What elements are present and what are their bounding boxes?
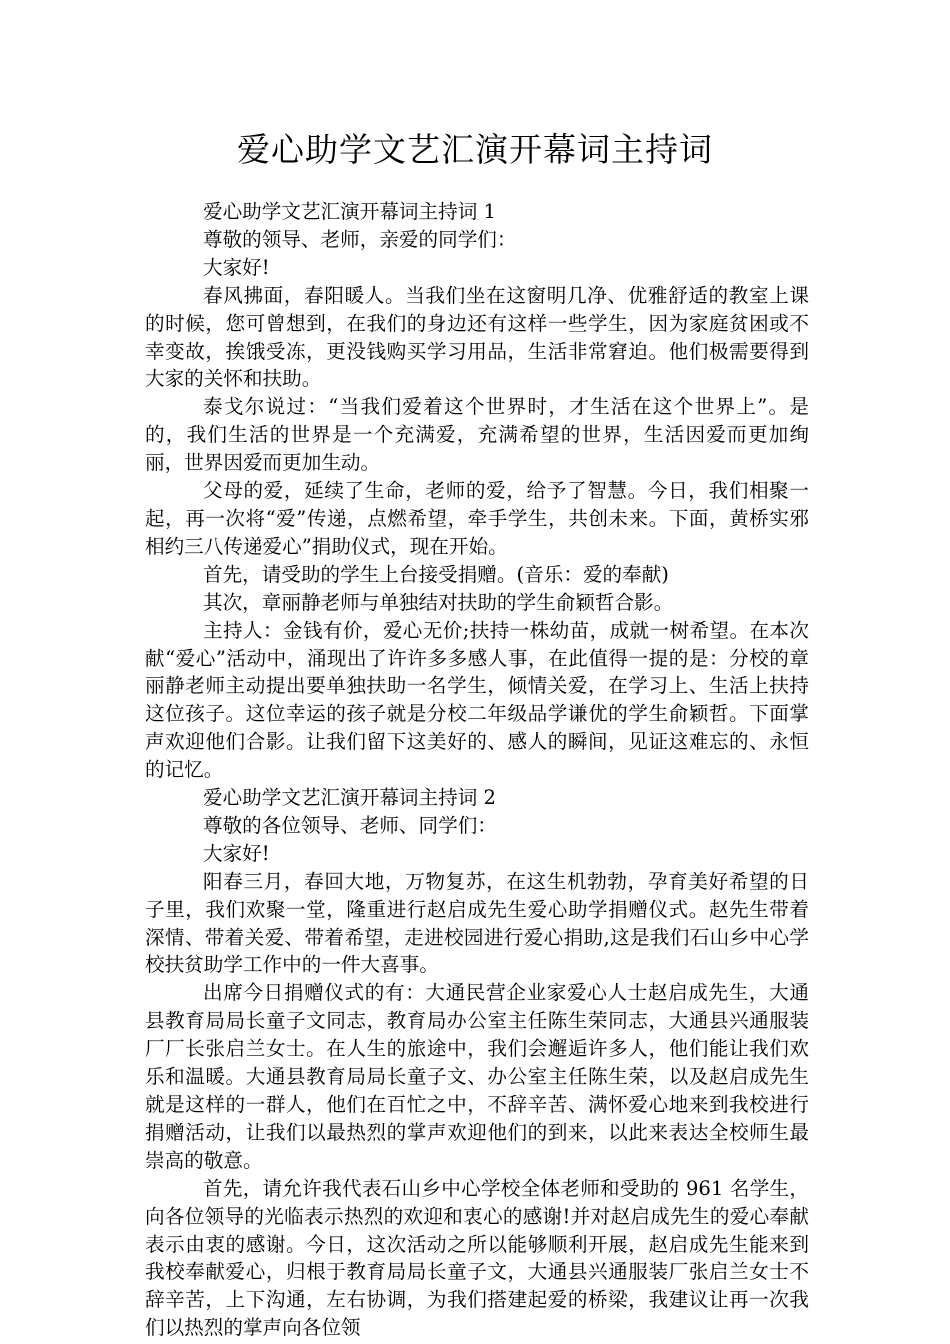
body-paragraph: 泰戈尔说过：“当我们爱着这个世界时，才生活在这个世界上”。是的，我们生活的世界是一个充满爱，充满希望的世界，生活因爱而更加绚丽，世界因爱而更加生动。: [145, 395, 809, 475]
greeting-2: 大家好!: [203, 841, 270, 865]
body-paragraph: 首先，请允许我代表石山乡中心学校全体老师和受助的 961 名学生，向各位领导的光临表示热烈的欢迎和衷心的感谢!并对赵启成先生的爱心奉献表示由衷的感谢。今日，这次活动之所以能够顺利开展，赵启成先生能来到我校奉献爱心，归根于教育局局长童子文，大通县兴通服装厂张启兰女士不辞辛苦，上下沟通，左右协调，为我们搭建起爱的桥梁，我建议让再一次我们以热烈的掌声向各位领: [145, 1176, 809, 1340]
body-paragraph: 首先，请受助的学生上台接受捐赠。(音乐：爱的奉献): [203, 562, 669, 586]
body-paragraph: 主持人：金钱有价，爱心无价;扶持一株幼苗，成就一树希望。在本次献“爱心”活动中，涌现出了许许多多感人事，在此值得一提的是：分校的章丽静老师主动提出要单独扶助一名学生，倾情关爱，在学习上、生活上扶持这位孩子。这位幸运的孩子就是分校二年级品学谦优的学生俞颖哲。下面掌声欢迎他们合影。让我们留下这美好的、感人的瞬间，见证这难忘的、永恒的记忆。: [145, 618, 809, 782]
document-body: [145, 198, 809, 1342]
salutation-2: 尊敬的各位领导、老师、同学们：: [203, 813, 497, 837]
greeting-1: 大家好!: [203, 255, 270, 279]
body-paragraph: 阳春三月，春回大地，万物复苏，在这生机勃勃，孕育美好希望的日子里，我们欢聚一堂，隆重进行赵启成先生爱心助学捐赠仪式。赵先生带着深情、带着关爱、带着希望，走进校园进行爱心捐助,这是我们石山乡中心学校扶贫助学工作中的一件大喜事。: [145, 869, 809, 977]
section-heading-2: 爱心助学文艺汇演开幕词主持词 2: [203, 786, 497, 810]
body-paragraph: 父母的爱，延续了生命，老师的爱，给予了智慧。今日，我们相聚一起，再一次将“爱”传递，点燃希望，牵手学生，共创未来。下面，黄桥实邪相约三八传递爱心”捐助仪式，现在开始。: [145, 479, 809, 558]
section-heading-1: 爱心助学文艺汇演开幕词主持词 1: [203, 200, 497, 223]
body-paragraph: 其次，章丽静老师与单独结对扶助的学生俞颖哲合影。: [203, 590, 674, 614]
document-title: 爱心助学文艺汇演开幕词主持词: [237, 130, 713, 169]
body-paragraph: 春风拂面，春阳暖人。当我们坐在这窗明几净、优雅舒适的教室上课的时候，您可曾想到，在我们的身边还有这样一些学生，因为家庭贫困或不幸变故，挨饿受冻，更没钱购买学习用品，生活非常窘迫。他们极需要得到大家的关怀和扶助。: [145, 283, 809, 391]
salutation-1: 尊敬的领导、老师，亲爱的同学们：: [203, 227, 517, 251]
body-paragraph: 出席今日捐赠仪式的有：大通民营企业家爱心人士赵启成先生，大通县教育局局长童子文同志，教育局办公室主任陈生荣同志，大通县兴通服装厂厂长张启兰女士。在人生的旅途中，我们会邂逅许多人，他们能让我们欢乐和温暖。大通县教育局局长童子文、办公室主任陈生荣，以及赵启成先生就是这样的一群人，他们在百忙之中，不辞辛苦、满怀爱心地来到我校进行捐赠活动，让我们以最热烈的掌声欢迎他们的到来，以此来表达全校师生最崇高的敬意。: [145, 981, 809, 1172]
